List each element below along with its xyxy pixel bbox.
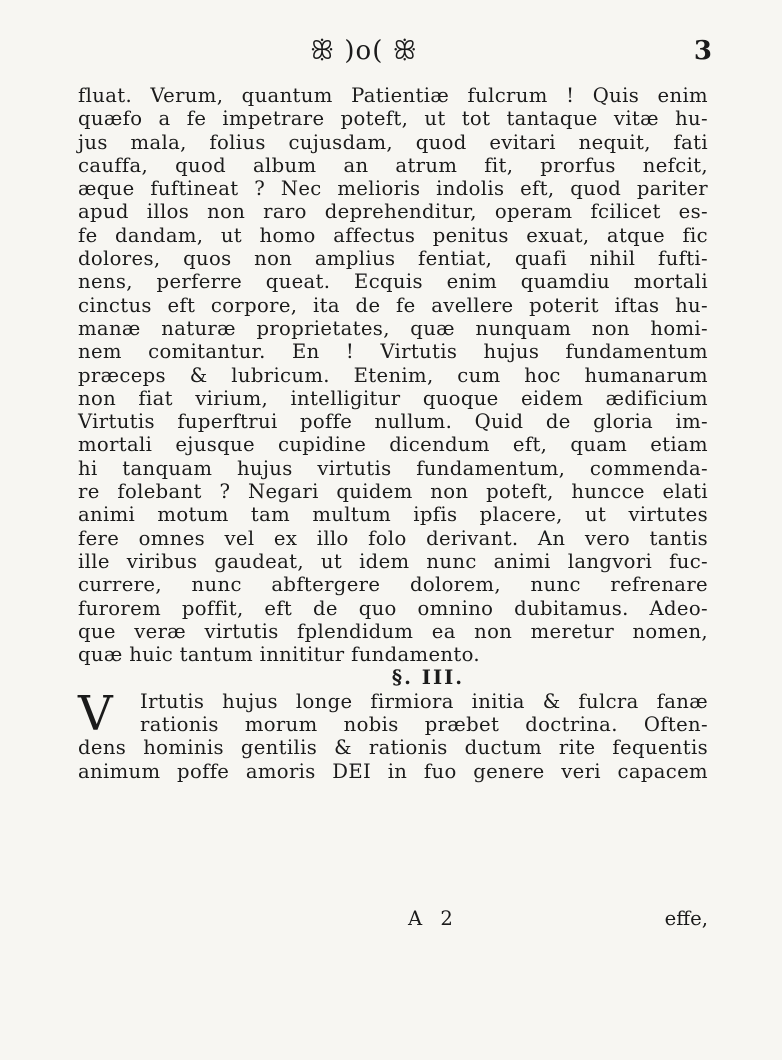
text-line: dolores, quos non amplius fentiat, quafi nihil fufti- bbox=[78, 247, 708, 271]
page-header bbox=[0, 34, 782, 70]
text-line: apud illos non raro deprehenditur, operam fcilicet es- bbox=[78, 200, 708, 224]
text-line: cinctus eft corpore, ita de fe avellere poterit iftas hu- bbox=[78, 293, 708, 317]
text-line: currere, nunc abftergere dolorem, nunc refrenare bbox=[78, 573, 708, 597]
main-text bbox=[78, 84, 708, 783]
text-line: quæ huic tantum innititur fundamento. bbox=[78, 643, 481, 667]
text-line: Virtutis fuperftrui poffe nullum. Quid de gloria im- bbox=[78, 410, 708, 434]
catchword: effe, bbox=[664, 907, 708, 930]
text-line: hi tanquam hujus virtutis fundamentum, commenda- bbox=[78, 456, 708, 480]
text-line: dens hominis gentilis & rationis ductum rite fequentis bbox=[78, 736, 708, 760]
text-line: furorem poffit, eft de quo omnino dubitamus. Adeo- bbox=[78, 596, 708, 620]
text-line: que veræ virtutis fplendidum ea non meretur nomen, bbox=[78, 619, 708, 643]
text-line: fluat. Verum, quantum Patientiæ fulcrum ! Quis enim bbox=[78, 84, 708, 107]
text-line: fere omnes vel ex illo folo derivant. An vero tantis bbox=[78, 526, 708, 550]
text-line: animi motum tam multum ipfis placere, ut virtutes bbox=[78, 503, 708, 527]
text-line: præceps & lubricum. Etenim, cum hoc humanarum bbox=[78, 363, 708, 387]
text-line: re folebant ? Negari quidem non poteft, huncce elati bbox=[78, 480, 708, 504]
text-line: ille viribus gaudeat, ut idem nunc animi langvori fuc- bbox=[78, 549, 708, 573]
text-line: mortali ejusque cupidine dicendum eft, quam etiam bbox=[78, 433, 708, 457]
text-line: nens, perferre queat. Ecquis enim quamdiu mortali bbox=[78, 270, 708, 294]
signature-mark: A 2 bbox=[408, 907, 459, 930]
text-line: æque fuftineat ? Nec melioris indolis eft, quod pariter bbox=[78, 177, 708, 201]
text-line: jus mala, folius cujusdam, quod evitari nequit, fati bbox=[78, 130, 708, 154]
text-line: cauffa, quod album an atrum fit, prorfus nefcit, bbox=[78, 153, 708, 177]
text-line: nem comitantur. En ! Virtutis hujus fundamentum bbox=[78, 340, 708, 364]
drop-capital: V bbox=[78, 685, 114, 742]
text-line: rationis morum nobis præbet doctrina. Often- bbox=[140, 713, 708, 737]
text-line: non fiat virium, intelligitur quoque eidem ædificium bbox=[78, 386, 708, 410]
page-footer bbox=[78, 907, 708, 931]
text-line: Irtutis hujus longe firmiora initia & fulcra fanæ bbox=[140, 689, 708, 713]
text-line: quæfo a fe impetrare poteft, ut tot tantaque vitæ hu- bbox=[78, 107, 708, 131]
page-number: 3 bbox=[693, 36, 712, 66]
paragraph-2 bbox=[78, 685, 708, 783]
section-heading: §. III. bbox=[391, 666, 465, 690]
header-ornament: ꕥ )o( ꕥ bbox=[310, 36, 418, 66]
text-line: manæ naturæ proprietates, quæ nunquam non homi- bbox=[78, 316, 708, 340]
text-line: fe dandam, ut homo affectus penitus exuat, atque fic bbox=[78, 223, 708, 247]
text-line: animum poffe amoris DEI in fuo genere veri capacem bbox=[78, 759, 708, 783]
paragraph-1 bbox=[78, 84, 708, 666]
